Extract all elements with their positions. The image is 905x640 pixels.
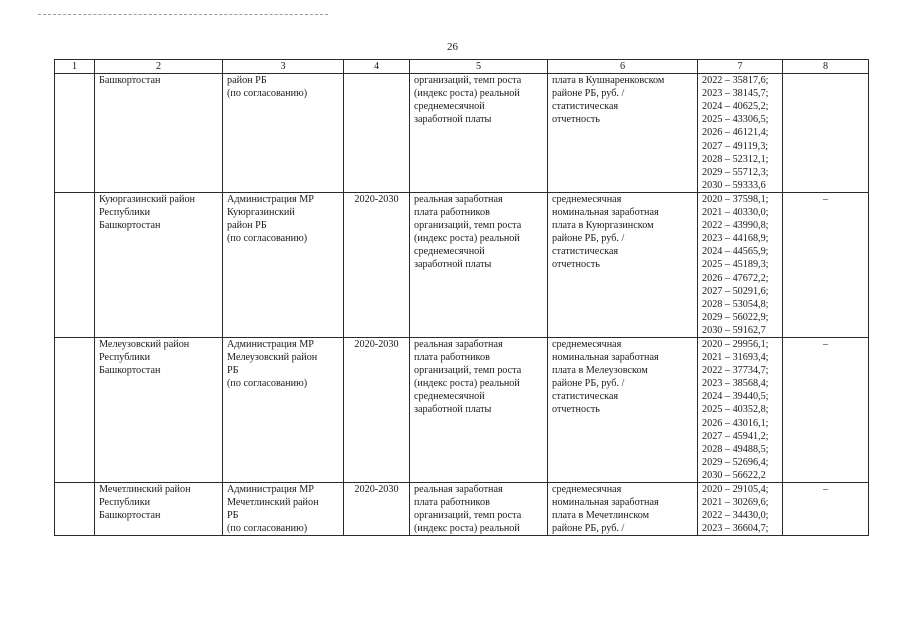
cell-line: среднемесячная [552,484,622,495]
value-line: 2027 – 50291,6; [702,285,769,297]
cell-line: Куюргазинский [227,207,295,219]
cell-line: номинальная заработная [552,352,659,364]
value-line: 2022 – 35817,6; [702,75,769,87]
cell-unit-source [548,74,698,193]
cell-line: статистическая [552,391,619,403]
cell-line: реальная заработная [414,193,503,205]
cell-line: (индекс роста) реальной [414,378,520,390]
value-line: 2025 – 43306,5; [702,114,769,126]
cell-line: организаций, темп роста [414,75,522,87]
cell-line: 2020-2030 [354,338,399,350]
table-row [55,192,869,337]
value-line: 2028 – 49488,5; [702,443,769,455]
cell-line: плата в Мелеузовском [552,365,648,377]
column-header: 7 [698,60,783,74]
cell-line: Республики [99,207,151,219]
cell-values [698,192,783,337]
value-line: 2020 – 29105,4; [702,484,769,495]
value-line: 2022 – 37734,7; [702,365,769,377]
column-header: 4 [344,60,410,74]
cell-line: (по согласованию) [227,88,308,100]
value-line: 2021 – 40330,0; [702,207,769,219]
cell-line: РБ [227,365,239,377]
column-header: 6 [548,60,698,74]
cell-line: организаций, темп роста [414,510,522,522]
note-text: – [822,484,829,495]
cell-years [344,337,410,482]
cell-line: (индекс роста) реальной [414,88,520,100]
value-line: 2021 – 31693,4; [702,352,769,364]
value-line: 2027 – 45941,2; [702,430,769,442]
table-row [55,483,869,536]
column-header: 8 [783,60,869,74]
value-line: 2023 – 44168,9; [702,233,769,245]
cell-executor [223,192,344,337]
cell-indicator [410,337,548,482]
value-line: 2027 – 49119,3; [702,140,769,152]
cell-line: заработной платы [414,259,492,271]
cell-unit-source [548,483,698,536]
cell-line: среднемесячная [552,193,622,205]
value-line: 2030 – 59333,6 [702,179,766,191]
value-line: 2020 – 37598,1; [702,193,769,205]
cell-values [698,74,783,193]
cell-line: районе РБ, руб. / [552,523,625,535]
header-row [55,60,869,74]
cell-line: Башкортостан [99,220,161,232]
cell-line: Башкортостан [99,510,161,522]
cell-district [95,337,223,482]
note-text: – [822,338,829,350]
cell-line: среднемесячной [414,101,485,113]
value-line: 2030 – 56622,2 [702,469,766,481]
cell-line: организаций, темп роста [414,365,522,377]
table-row [55,74,869,193]
value-line: 2022 – 43990,8; [702,220,769,232]
cell-line [59,338,90,351]
cell-number [55,337,95,482]
data-table [54,59,869,536]
cell-line: Мечетлинский район [99,484,191,495]
cell-years [344,74,410,193]
cell-line: среднемесячной [414,391,485,403]
value-line: 2021 – 30269,6; [702,497,769,509]
cell-line: отчетность [552,259,600,271]
cell-line: 2020-2030 [354,484,399,495]
cell-line: реальная заработная [414,338,503,350]
value-line: 2026 – 46121,4; [702,127,769,139]
column-header: 3 [223,60,344,74]
cell-line: (индекс роста) реальной [414,233,520,245]
cell-line: реальная заработная [414,484,503,495]
cell-line: Администрация МР [227,338,314,350]
cell-note [783,74,869,193]
cell-values [698,483,783,536]
cell-line: районе РБ, руб. / [552,378,625,390]
cell-executor [223,74,344,193]
value-line: 2028 – 53054,8; [702,298,769,310]
cell-line: статистическая [552,246,619,258]
cell-line: Башкортостан [99,75,161,87]
cell-line: среднемесячной [414,246,485,258]
value-line: 2022 – 34430,0; [702,510,769,522]
value-line: 2024 – 39440,5; [702,391,769,403]
cell-line: отчетность [552,114,600,126]
cell-line: среднемесячная [552,338,622,350]
value-line: 2026 – 47672,2; [702,272,769,284]
cell-line [59,483,90,496]
cell-line: плата в Мечетлинском [552,510,650,522]
value-line: 2026 – 43016,1; [702,417,769,429]
cell-line: Администрация МР [227,193,314,205]
cell-note [783,337,869,482]
cell-unit-source [548,337,698,482]
cell-line: плата в Кушнаренковском [552,75,665,87]
cell-executor [223,483,344,536]
cell-line: плата работников [414,352,490,364]
cell-number [55,74,95,193]
cell-values [698,337,783,482]
value-line: 2029 – 56022,9; [702,311,769,323]
cell-line [348,74,405,87]
cell-line: организаций, темп роста [414,220,522,232]
cell-line: Мелеузовский район [99,338,190,350]
cell-line: плата работников [414,207,490,219]
cell-years [344,192,410,337]
column-header: 5 [410,60,548,74]
cell-note [783,192,869,337]
scan-artifact-line [38,14,328,15]
cell-line: Республики [99,497,151,509]
cell-line: плата работников [414,497,490,509]
cell-line: заработной платы [414,114,492,126]
cell-line: РБ [227,510,239,522]
cell-district [95,483,223,536]
cell-line: Республики [99,352,151,364]
cell-executor [223,337,344,482]
cell-indicator [410,74,548,193]
value-line: 2025 – 40352,8; [702,404,769,416]
cell-line: (по согласованию) [227,233,308,245]
note-text: – [822,193,829,205]
cell-line: районе РБ, руб. / [552,233,625,245]
page-number: 26 [447,41,458,53]
cell-number [55,192,95,337]
cell-line: район РБ [227,75,267,87]
value-line: 2024 – 44565,9; [702,246,769,258]
value-line: 2023 – 36604,7; [702,523,769,535]
value-line: 2020 – 29956,1; [702,338,769,350]
value-line: 2028 – 52312,1; [702,153,769,165]
cell-unit-source [548,192,698,337]
cell-line: номинальная заработная [552,207,659,219]
cell-note [783,483,869,536]
cell-years [344,483,410,536]
value-line: 2023 – 38145,7; [702,88,769,100]
cell-line: (индекс роста) реальной [414,523,520,535]
cell-line: (по согласованию) [227,378,308,390]
cell-line [59,193,90,206]
cell-line: (по согласованию) [227,523,308,535]
cell-line: Администрация МР [227,484,314,495]
cell-line: номинальная заработная [552,497,659,509]
cell-line: статистическая [552,101,619,113]
cell-line: 2020-2030 [354,193,399,205]
cell-line: Куюргазинский район [99,193,195,205]
table-body [55,74,869,536]
cell-district [95,74,223,193]
cell-line: район РБ [227,220,267,232]
cell-number [55,483,95,536]
cell-line: Мечетлинский район [227,497,319,509]
table-row [55,337,869,482]
cell-indicator [410,483,548,536]
cell-line [59,74,90,87]
cell-district [95,192,223,337]
value-line: 2023 – 38568,4; [702,378,769,390]
cell-line: Мелеузовский район [227,352,318,364]
value-line: 2029 – 52696,4; [702,456,769,468]
column-header: 1 [55,60,95,74]
value-line: 2030 – 59162,7 [702,324,766,336]
cell-indicator [410,192,548,337]
value-line: 2025 – 45189,3; [702,259,769,271]
cell-line: Башкортостан [99,365,161,377]
column-header: 2 [95,60,223,74]
value-line: 2029 – 55712,3; [702,166,769,178]
cell-line: отчетность [552,404,600,416]
cell-line: заработной платы [414,404,492,416]
cell-line: районе РБ, руб. / [552,88,625,100]
cell-line: плата в Куюргазинском [552,220,654,232]
value-line: 2024 – 40625,2; [702,101,769,113]
